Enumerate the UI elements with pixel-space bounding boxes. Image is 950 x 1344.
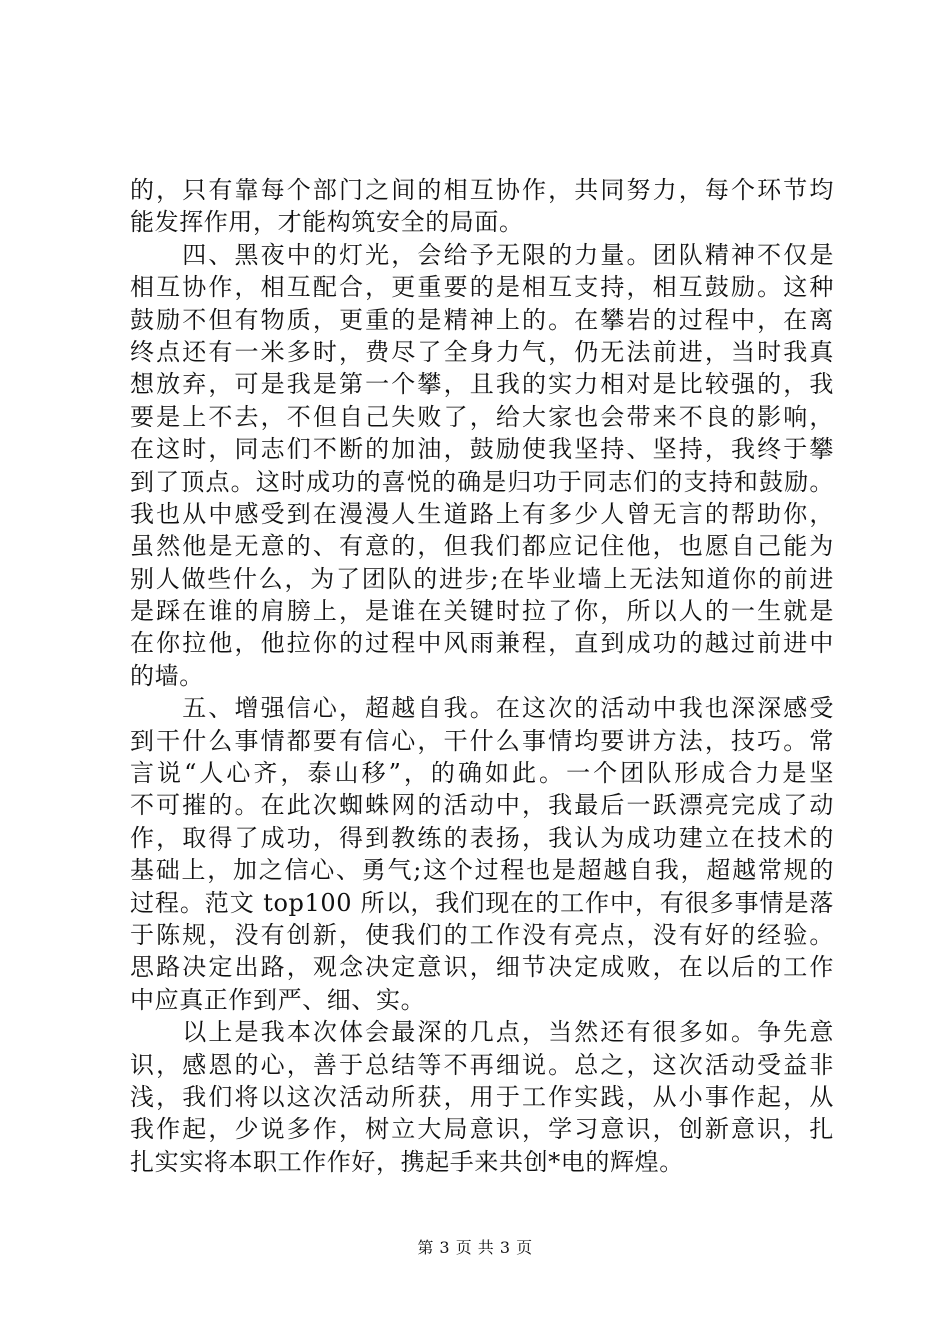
text-line: 思路决定出路，观念决定意识，细节决定成败，在以后的工作 [130, 953, 834, 982]
document-body [130, 174, 834, 1178]
text-line: 言说“人心齐，泰山移”，的确如此。一个团队形成合力是坚 [130, 759, 834, 788]
text-line: 到干什么事情都要有信心，干什么事情均要讲方法，技巧。常 [130, 726, 834, 755]
text-line: 中应真正作到严、细、实。 [130, 985, 426, 1014]
text-line: 要是上不去，不但自己失败了，给大家也会带来不良的影响， [130, 402, 834, 431]
text-line: 到了顶点。这时成功的喜悦的确是归功于同志们的支持和鼓励。 [130, 467, 834, 496]
text-line: 浅，我们将以这次活动所获，用于工作实践，从小事作起，从 [130, 1082, 834, 1111]
text-line: 相互协作，相互配合，更重要的是相互支持，相互鼓励。这种 [130, 273, 834, 302]
text-line: 鼓励不但有物质，更重的是精神上的。在攀岩的过程中，在离 [130, 305, 834, 334]
text-line: 过程。范文 top100 所以，我们现在的工作中，有很多事情是落 [130, 888, 834, 917]
text-line: 的墙。 [130, 661, 204, 690]
text-line: 不可摧的。在此次蜘蛛网的活动中，我最后一跃漂亮完成了动 [130, 791, 834, 820]
text-line: 识，感恩的心，善于总结等不再细说。总之，这次活动受益非 [130, 1050, 834, 1079]
text-line: 在这时，同志们不断的加油，鼓励使我坚持、坚持，我终于攀 [130, 435, 834, 464]
text-line: 虽然他是无意的、有意的，但我们都应记住他，也愿自己能为 [130, 532, 834, 561]
text-line: 的，只有靠每个部门之间的相互协作，共同努力，每个环节均 [130, 176, 834, 204]
text-line: 我也从中感受到在漫漫人生道路上有多少人曾无言的帮助你， [130, 499, 834, 528]
text-line: 五、增强信心，超越自我。在这次的活动中我也深深感受 [130, 694, 834, 723]
text-line: 能发挥作用，才能构筑安全的局面。 [130, 208, 524, 237]
text-line: 扎实实将本职工作作好，携起手来共创*电的辉煌。 [130, 1147, 684, 1176]
text-line: 我作起，少说多作，树立大局意识，学习意识，创新意识，扎 [130, 1115, 834, 1144]
text-line: 基础上，加之信心、勇气;这个过程也是超越自我，超越常规的 [130, 856, 834, 885]
text-line: 是踩在谁的肩膀上，是谁在关键时拉了你，所以人的一生就是 [130, 597, 834, 626]
text-line: 终点还有一米多时，费尽了全身力气，仍无法前进，当时我真 [130, 337, 834, 366]
text-line: 在你拉他，他拉你的过程中风雨兼程，直到成功的越过前进中 [130, 629, 834, 658]
text-line: 以上是我本次体会最深的几点，当然还有很多如。争先意 [130, 1018, 834, 1047]
page-footer: 第 3 页 共 3 页 [417, 1238, 533, 1257]
text-line: 别人做些什么，为了团队的进步;在毕业墙上无法知道你的前进 [130, 564, 834, 593]
text-line: 想放弃，可是我是第一个攀，且我的实力相对是比较强的，我 [130, 370, 834, 399]
text-line: 于陈规，没有创新，使我们的工作没有亮点，没有好的经验。 [130, 920, 834, 949]
text-line: 四、黑夜中的灯光，会给予无限的力量。团队精神不仅是 [130, 240, 834, 269]
text-line: 作，取得了成功，得到教练的表扬，我认为成功建立在技术的 [130, 823, 834, 852]
